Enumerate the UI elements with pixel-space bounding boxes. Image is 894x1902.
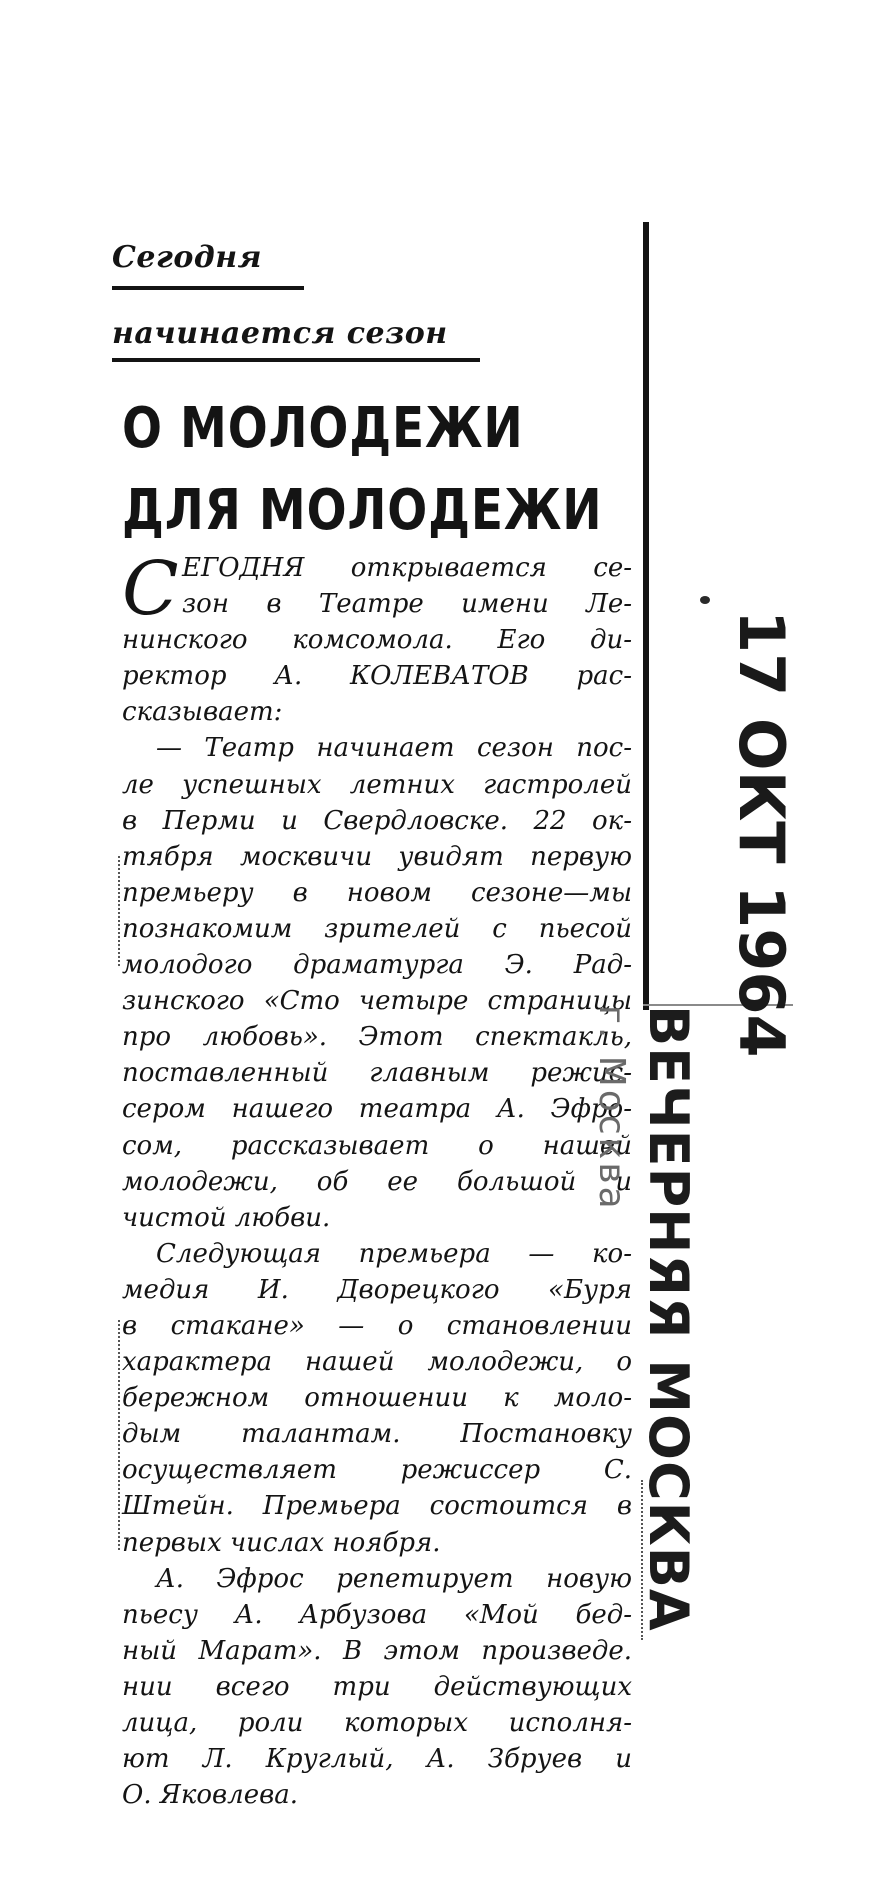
text-line: тября москвичи увидят первую (122, 841, 632, 872)
text-line: нии всего три действующих (122, 1671, 632, 1702)
text-line: — Театр начинает сезон пос- (156, 733, 632, 764)
fold-dotted-line (118, 856, 120, 966)
article-body (122, 546, 632, 1813)
column-rule (643, 222, 649, 1010)
stamp-newspaper-name: ВЕЧЕРНЯЯ МОСКВА (637, 1005, 700, 1632)
kicker-underline (112, 286, 304, 290)
text-line: ный Марат». В этом произведе. (122, 1635, 632, 1666)
kicker-today: Сегодня (112, 240, 262, 275)
text-line: первых числах ноября. (122, 1527, 441, 1558)
text-line: чистой любви. (122, 1202, 331, 1233)
text-line: нинского комсомола. Его ди- (122, 625, 632, 656)
headline-line-2: ДЛЯ МОЛОДЕЖИ (122, 478, 603, 543)
text-line: дым талантам. Постановку (122, 1419, 632, 1450)
text-line: сером нашего театра А. Эфро- (122, 1094, 632, 1125)
fold-dotted-line (118, 1320, 120, 1550)
article-paragraph-1 (122, 546, 632, 730)
article-paragraph-2 (122, 730, 632, 1235)
text-line: сом, рассказывает о нашей (122, 1130, 632, 1161)
date-stamp: 17 ОКТ 1964 (725, 610, 798, 1058)
text-line: молодежи, об ее большой и (122, 1166, 632, 1197)
text-line: сказывает: (122, 697, 283, 728)
text-line: О. Яковлева. (122, 1780, 298, 1811)
text-line: премьеру в новом сезоне—мы (122, 877, 632, 908)
text-line: в стакане» — о становлении (122, 1310, 632, 1341)
text-line: зон в Театре имени Ле- (182, 589, 632, 620)
kicker-underline (112, 358, 480, 362)
text-line: характера нашей молодежи, о (122, 1347, 632, 1378)
stamp-city: г. Москва (591, 1005, 632, 1212)
text-line: зинского «Сто четыре страницы (122, 986, 632, 1017)
text-line: осуществляет режиссер С. (122, 1455, 632, 1486)
text-line: ют Л. Круглый, А. Збруев и (122, 1744, 632, 1775)
text-line: про любовь». Этот спектакль, (122, 1022, 632, 1053)
text-line: ЕГОДНЯ открывается се- (182, 553, 632, 583)
ink-blot (700, 596, 710, 604)
text-line: А. Эфрос репетирует новую (156, 1563, 632, 1594)
text-line: молодого драматурга Э. Рад- (122, 950, 632, 981)
kicker-season-starts: начинается сезон (112, 316, 448, 351)
text-line: в Перми и Свердловске. 22 ок- (122, 805, 632, 836)
text-line: Штейн. Премьера состоится в (122, 1491, 632, 1522)
text-line: познакомим зрителей с пьесой (122, 913, 632, 944)
article-paragraph-3 (122, 1236, 632, 1561)
text-line: бережном отношении к моло- (122, 1383, 632, 1414)
article-paragraph-4 (122, 1561, 632, 1814)
text-line: пьесу А. Арбузова «Мой бед- (122, 1599, 632, 1630)
text-line: поставленный главным режис- (122, 1058, 632, 1089)
text-line: Следующая премьера — ко- (156, 1238, 632, 1269)
newspaper-stamp (591, 1005, 700, 1632)
text-line: ле успешных летних гастролей (122, 769, 632, 800)
text-line: лица, роли которых исполня- (122, 1708, 632, 1738)
drop-cap: С (122, 546, 179, 632)
text-line: ректор А. КОЛЕВАТОВ рас- (122, 661, 632, 692)
text-line: медия И. Дворецкого «Буря (122, 1274, 632, 1305)
headline-line-1: О МОЛОДЕЖИ (122, 396, 524, 461)
